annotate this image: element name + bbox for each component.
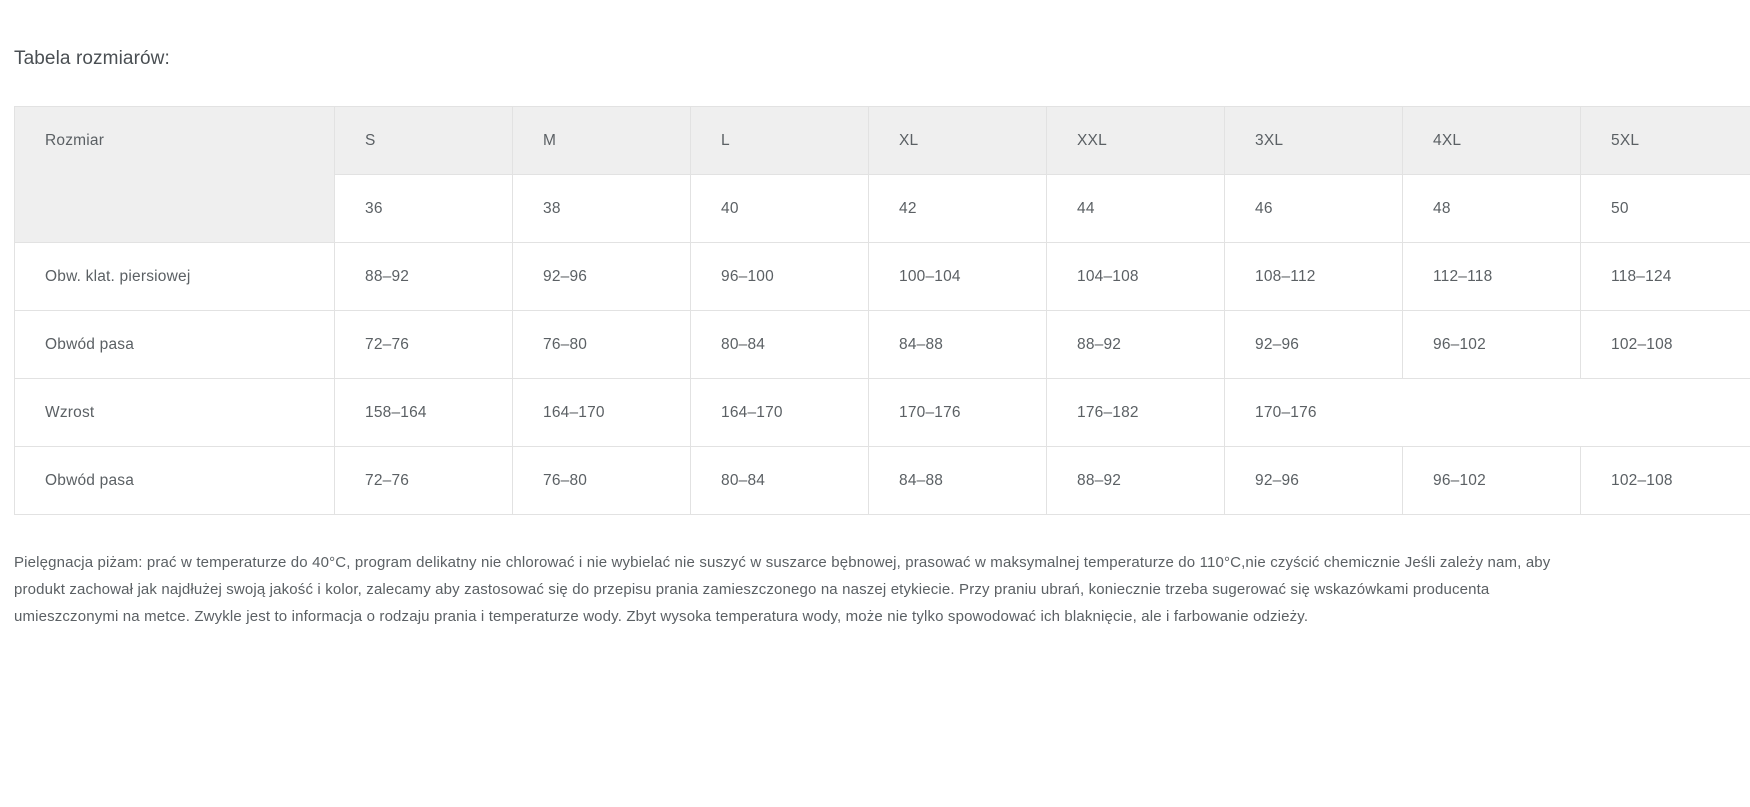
care-instructions: Pielęgnacja piżam: prać w temperaturze do 40°C, program delikatny nie chlorować i nie wybielać nie suszyć w suszarce bębnowej, prasować w maksymalnej temperaturze do 110°C,nie czyścić chemicznie Jeśli zależy nam, aby produkt zachował jak najdłużej swoją jakość i kolor, zalecamy aby zastosować się do przepisu prania zamieszczonego na naszej etykiecie. Przy praniu ubrań, koniecznie trzeba sugerować się wskazówkami producenta umieszczonymi na metce. Zwykle jest to informacja o rodzaju prania i temperaturze wody. Zbyt wysoka temperatura wody, może nie tylko spowodować ich blaknięcie, ale i farbowanie odzieży. [14,554,1551,625]
row-label: Wzrost [15,379,335,447]
numeric-size-xl: 42 [869,175,1047,243]
cell-value: 158–164 [335,379,513,447]
cell-value: 164–170 [513,379,691,447]
column-header-size-xl: XL [869,107,1047,175]
cell-value: 84–88 [869,447,1047,515]
column-header-size-m: M [513,107,691,175]
table-header-row [15,107,1750,175]
cell-value: 176–182 [1047,379,1225,447]
column-header-size-4xl: 4XL [1403,107,1581,175]
cell-value: 80–84 [691,447,869,515]
cell-value: 96–102 [1403,447,1581,515]
cell-value: 88–92 [1047,311,1225,379]
cell-value: 88–92 [335,243,513,311]
cell-value: 170–176 [1225,379,1750,447]
cell-value: 80–84 [691,311,869,379]
column-header-size-s: S [335,107,513,175]
cell-value: 92–96 [1225,311,1403,379]
table-row [15,243,1750,311]
cell-value: 76–80 [513,311,691,379]
table-row [15,311,1750,379]
column-header-size-xxl: XXL [1047,107,1225,175]
cell-value: 100–104 [869,243,1047,311]
cell-value: 108–112 [1225,243,1403,311]
column-header-size-l: L [691,107,869,175]
size-table [14,106,1750,515]
cell-value: 96–102 [1403,311,1581,379]
cell-value: 88–92 [1047,447,1225,515]
cell-value: 112–118 [1403,243,1581,311]
cell-value: 92–96 [1225,447,1403,515]
numeric-size-3xl: 46 [1225,175,1403,243]
numeric-size-xxl: 44 [1047,175,1225,243]
numeric-size-4xl: 48 [1403,175,1581,243]
cell-value: 96–100 [691,243,869,311]
cell-value: 170–176 [869,379,1047,447]
cell-value: 102–108 [1581,447,1750,515]
cell-value: 164–170 [691,379,869,447]
numeric-size-5xl: 50 [1581,175,1750,243]
cell-value: 104–108 [1047,243,1225,311]
size-table-container [14,106,1750,515]
column-header-size-5xl: 5XL [1581,107,1750,175]
cell-value: 84–88 [869,311,1047,379]
table-numeric-size-row [15,175,1750,243]
numeric-size-m: 38 [513,175,691,243]
cell-value: 72–76 [335,447,513,515]
row-label: Obwód pasa [15,447,335,515]
table-row [15,447,1750,515]
row-label: Obwód pasa [15,311,335,379]
column-header-size-3xl: 3XL [1225,107,1403,175]
numeric-size-l: 40 [691,175,869,243]
numeric-row-label-blank [15,175,335,243]
column-header-rozmiar: Rozmiar [15,107,335,175]
cell-value: 92–96 [513,243,691,311]
cell-value: 76–80 [513,447,691,515]
page-title: Tabela rozmiarów: [14,48,170,69]
row-label: Obw. klat. piersiowej [15,243,335,311]
cell-value: 72–76 [335,311,513,379]
numeric-size-s: 36 [335,175,513,243]
cell-value: 102–108 [1581,311,1750,379]
table-row [15,379,1750,447]
cell-value: 118–124 [1581,243,1750,311]
